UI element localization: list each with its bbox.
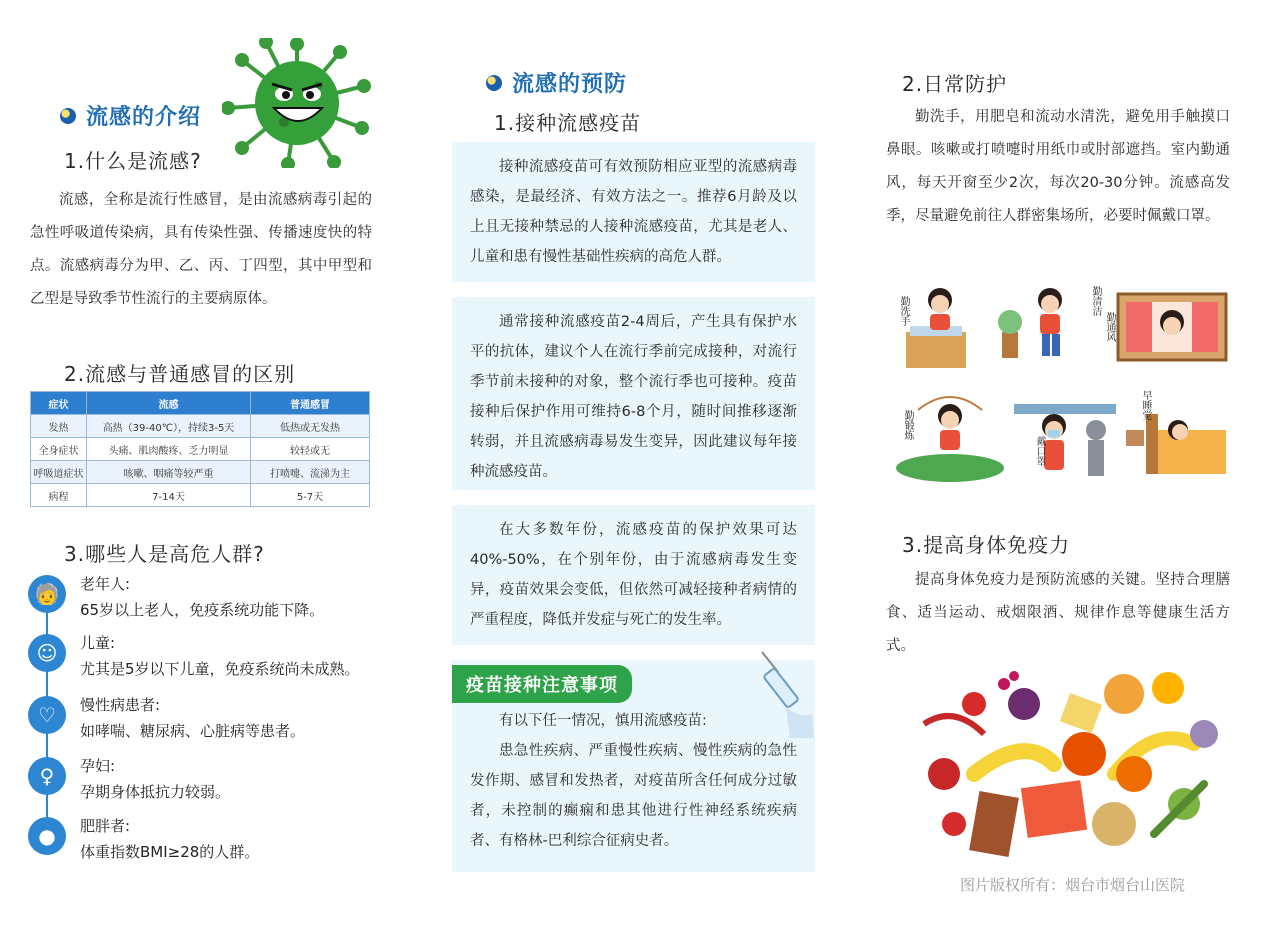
table-cell: 呼吸道症状 [31,461,87,484]
section-title: 流感的预防 [512,72,628,97]
bullet-dot-icon [486,75,502,91]
vaccine-card-text: 接种流感疫苗可有效预防相应亚型的流感病毒感染，是最经济、有效方法之一。推荐6月龄及以上且无接种禁忌的人接种流感疫苗，尤其是老人、儿童和患有慢性基础性疾病的高危人群。 [470,159,797,265]
table-cell: 5-7天 [251,484,370,507]
table-cell: 较轻或无 [251,438,370,461]
daily-protection-title: 2.日常防护 [902,72,1008,96]
immunity-text: 提高身体免疫力是预防流感的关键。坚持合理膳食、适当运动、戒烟限酒、规律作息等健康生活方式。 [886,572,1230,654]
fruits-vegetables-illustration [914,664,1224,864]
table-cell: 全身症状 [31,438,87,461]
virus-illustration [222,38,372,168]
table-cell: 低热或无发热 [251,415,370,438]
pregnant-icon: ♀ [28,757,66,795]
risk-group-desc: 孕期身体抵抗力较弱。 [80,783,231,801]
scene-label: 早睡觉 [1140,390,1151,420]
scene-label: 勤清洁 [1090,286,1101,316]
scene-ventilate [1104,292,1228,362]
scene-label: 戴口罩 [1034,436,1045,466]
table-cell: 头痛、肌肉酸疼、乏力明显 [87,438,251,461]
notice-intro-text: 有以下任一情况，慎用流感疫苗: [499,713,707,729]
syringe-illustration [756,648,816,738]
notice-title-badge: 疫苗接种注意事项 [452,665,632,703]
heartbeat-icon: ♡ [28,696,66,734]
scene-sleep [1126,390,1230,480]
question-flu-vs-cold: 2.流感与普通感冒的区别 [64,362,296,386]
table-cell: 病程 [31,484,87,507]
risk-group-title: 肥胖者: [80,817,131,835]
risk-group-title: 孕妇: [80,757,116,775]
table-cell: 7-14天 [87,484,251,507]
scene-wash-hands [896,282,976,370]
scene-label: 勤锻炼 [902,410,913,440]
vaccine-card-2 [452,297,815,490]
child-icon: ☺ [28,634,66,672]
table-row [31,461,370,484]
flu-definition-text: 流感，全称是流行性感冒，是由流感病毒引起的急性呼吸道传染病，具有传染性强、传播速度快的特点。流感病毒分为甲、乙、丙、丁四型，其中甲型和乙型是导致季节性流行的主要病原体。 [30,192,372,307]
vaccine-card-3 [452,505,815,645]
vaccine-card-text: 通常接种流感疫苗2-4周后，产生具有保护水平的抗体，建议个人在流行季前完成接种，对流行季节前未接种的对象，整个流行季也可接种。疫苗接种后保护作用可维持6-8个月，随时间推移逐渐转弱，并且流感病毒易发生变异，因此建议每年接种流感疫苗。 [470,314,797,480]
comparison-table [30,391,370,507]
window-illustration [1116,292,1228,362]
obese-icon: ● [28,817,66,855]
scene-clean [994,282,1106,370]
table-cell: 高热（39-40℃），持续3-5天 [87,415,251,438]
scene-mask [1014,400,1116,482]
scene-label: 勤通风 [1104,312,1115,342]
table-header-cell: 流感 [87,392,251,415]
elderly-icon: 🧓 [28,575,66,613]
prevention-vaccine-title: 1.接种流感疫苗 [494,111,642,135]
section-flu-intro [60,100,201,131]
table-cell: 咳嗽、咽痛等较严重 [87,461,251,484]
risk-group-title: 慢性病患者: [80,696,161,714]
bullet-dot-icon [60,108,76,124]
immunity-title: 3.提高身体免疫力 [902,533,1071,557]
risk-group-desc: 尤其是5岁以下儿童，免疫系统尚未成熟。 [80,660,360,678]
section-title: 流感的介绍 [86,105,202,130]
table-cell: 打喷嚏、流涕为主 [251,461,370,484]
table-row [31,415,370,438]
table-header-cell: 普通感冒 [251,392,370,415]
scene-exercise [894,390,1006,482]
vaccine-card-1 [452,142,815,282]
vaccine-card-text: 在大多数年份，流感疫苗的保护效果可达40%-50%，在个别年份，由于流感病毒发生变异，疫苗效果会变低，但依然可减轻接种者病情的严重程度，降低并发症与死亡的发生率。 [470,522,797,628]
section-flu-prevention [486,67,627,98]
scene-label: 勤洗手 [898,296,909,326]
table-header-row [31,392,370,415]
table-header-cell: 症状 [31,392,87,415]
question-high-risk: 3.哪些人是高危人群? [64,542,265,566]
risk-group-title: 老年人: [80,575,131,593]
risk-group-desc: 如哮喘、糖尿病、心脏病等患者。 [80,722,306,740]
risk-group-title: 儿童: [80,634,116,652]
question-what-is-flu: 1.什么是流感? [64,149,202,173]
risk-group-desc: 体重指数BMI≥28的人群。 [80,843,260,861]
daily-protection-text: 勤洗手，用肥皂和流动水清洗，避免用手触摸口鼻眼。咳嗽或打喷嚏时用纸巾或肘部遮挡。室内勤通风，每天开窗至少2次，每次20-30分钟。流感高发季，尽量避免前往人群密集场所，必要时佩戴口罩。 [886,109,1230,224]
notice-detail-text: 患急性疾病、严重慢性疾病、慢性疾病的急性发作期、感冒和发热者，对疫苗所含任何成分过敏者，未控制的癫痫和患其他进行性神经系统疾病者、有格林-巴利综合征病史者。 [470,743,797,849]
table-cell: 发热 [31,415,87,438]
table-row [31,438,370,461]
copyright-note: 图片版权所有：烟台市烟台山医院 [960,876,1186,894]
table-row [31,484,370,507]
risk-group-desc: 65岁以上老人，免疫系统功能下降。 [80,601,325,619]
mask-illustration [1014,400,1116,482]
